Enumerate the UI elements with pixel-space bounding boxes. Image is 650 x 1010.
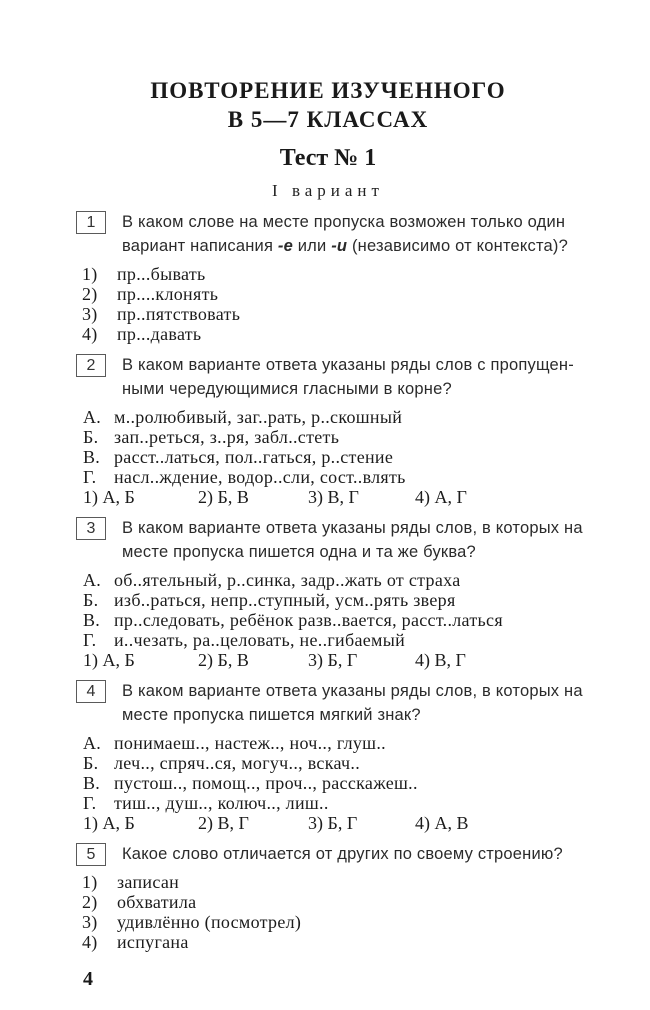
question-2-letter-options — [83, 407, 594, 487]
option-text: удивлённо (посмотрел) — [117, 912, 302, 932]
answer-cell: 2) В, Г — [198, 813, 249, 833]
question-5 — [62, 842, 594, 952]
question-2 — [62, 353, 594, 507]
question-3-answers — [83, 650, 594, 670]
letter-marker: Г. — [83, 630, 97, 650]
stem-line: месте пропуска пишется одна и та же буква? — [122, 543, 476, 561]
option-row — [82, 304, 594, 324]
test-title: Тест № 1 — [279, 145, 377, 171]
option-text: обхватила — [117, 892, 197, 912]
letter-option-row — [83, 753, 594, 773]
question-5-options — [82, 872, 594, 952]
page-title-line2: В 5—7 КЛАССАХ — [227, 107, 429, 132]
letter-option-row — [83, 407, 594, 427]
stem-line: месте пропуска пишется мягкий знак? — [122, 706, 421, 724]
letter-option-row — [83, 590, 594, 610]
letter-option-text: зап..реться, з..ря, забл..стеть — [114, 427, 340, 447]
option-text: пр...давать — [117, 324, 202, 344]
letter-option-row — [83, 773, 594, 793]
question-3-stem — [122, 516, 583, 564]
letter-marker: А. — [83, 733, 102, 753]
stem-line: В каком варианте ответа указаны ряды слов, в которых на — [122, 519, 583, 537]
question-5-head — [76, 842, 594, 866]
question-3-head — [76, 516, 594, 564]
option-marker: 1) — [82, 872, 98, 892]
page-title — [62, 76, 594, 134]
stem-part: вариант написания — [122, 237, 278, 255]
letter-option-row — [83, 570, 594, 590]
option-text: записан — [117, 872, 180, 892]
option-marker: 2) — [82, 892, 98, 912]
answer-cell: 3) Б, Г — [308, 813, 358, 833]
option-row — [82, 284, 594, 304]
option-marker: 2) — [82, 284, 98, 304]
letter-option-text: насл..ждение, водор..сли, сост..влять — [114, 467, 406, 487]
question-2-number-box: 2 — [76, 354, 106, 377]
answer-cell: 3) В, Г — [308, 487, 359, 507]
question-4-number-box: 4 — [76, 680, 106, 703]
question-1-head — [76, 210, 594, 258]
option-row — [82, 912, 594, 932]
option-row — [82, 892, 594, 912]
answer-cell: 1) А, Б — [83, 487, 135, 507]
question-2-answers — [83, 487, 594, 507]
question-1-options — [82, 264, 594, 344]
letter-marker: Б. — [83, 590, 99, 610]
letter-marker: А. — [83, 407, 102, 427]
stem-line: Какое слово отличается от других по своему строению? — [122, 845, 563, 863]
letter-option-text: изб..раться, непр..ступный, усм..рять зверя — [114, 590, 456, 610]
answer-cell: 1) А, Б — [83, 813, 135, 833]
answer-cell: 3) Б, Г — [308, 650, 358, 670]
letter-option-row — [83, 793, 594, 813]
question-1-stem — [122, 210, 568, 258]
letter-marker: В. — [83, 773, 101, 793]
letter-option-text: леч.., спряч..ся, могуч.., вскач.. — [114, 753, 361, 773]
letter-marker: В. — [83, 610, 101, 630]
letter-option-row — [83, 467, 594, 487]
question-5-stem — [122, 842, 563, 866]
letter-option-row — [83, 610, 594, 630]
option-text: пр..пятствовать — [117, 304, 241, 324]
question-4-letter-options — [83, 733, 594, 813]
question-4-stem — [122, 679, 583, 727]
answer-cell: 1) А, Б — [83, 650, 135, 670]
letter-option-text: м..ролюбивый, заг..рать, р..скошный — [114, 407, 403, 427]
question-4-answers — [83, 813, 594, 833]
letter-option-row — [83, 630, 594, 650]
question-2-head — [76, 353, 594, 401]
letter-option-text: расст..латься, пол..гаться, р..стение — [114, 447, 394, 467]
letter-option-text: понимаеш.., настеж.., ноч.., глуш.. — [114, 733, 386, 753]
letter-option-text: пустош.., помощ.., проч.., расскажеш.. — [114, 773, 418, 793]
option-marker: 3) — [82, 304, 98, 324]
question-4 — [62, 679, 594, 833]
letter-marker: В. — [83, 447, 101, 467]
option-text: пр...бывать — [117, 264, 206, 284]
stem-line: В каком варианте ответа указаны ряды слов с пропущен- — [122, 356, 574, 374]
answer-cell: 4) В, Г — [415, 650, 466, 670]
stem-part: (независимо от контекста)? — [347, 237, 568, 255]
stem-part-emphasis: -и — [331, 237, 348, 255]
stem-part: или — [292, 237, 332, 255]
stem-line: В каком слове на месте пропуска возможен только один — [122, 213, 566, 231]
option-text: испугана — [117, 932, 189, 952]
question-3-number-box: 3 — [76, 517, 106, 540]
letter-marker: Г. — [83, 467, 97, 487]
question-1-number-box: 1 — [76, 211, 106, 234]
letter-option-row — [83, 733, 594, 753]
option-row — [82, 932, 594, 952]
stem-part-emphasis: -е — [277, 237, 293, 255]
option-marker: 3) — [82, 912, 98, 932]
letter-option-text: пр..следовать, ребёнок разв..вается, расст..латься — [114, 610, 503, 630]
question-3 — [62, 516, 594, 670]
option-text: пр....клонять — [117, 284, 219, 304]
variant-label: I вариант — [272, 181, 384, 200]
question-5-number-box: 5 — [76, 843, 106, 866]
option-row — [82, 264, 594, 284]
letter-marker: Б. — [83, 427, 99, 447]
answer-cell: 4) А, Г — [415, 487, 467, 507]
answer-cell: 2) Б, В — [198, 487, 249, 507]
question-4-head — [76, 679, 594, 727]
letter-marker: А. — [83, 570, 102, 590]
letter-option-row — [83, 447, 594, 467]
letter-option-text: об..ятельный, р..синка, задр..жать от страха — [114, 570, 461, 590]
option-row — [82, 872, 594, 892]
letter-marker: Б. — [83, 753, 99, 773]
question-1 — [62, 210, 594, 344]
option-marker: 1) — [82, 264, 98, 284]
page-number: 4 — [83, 968, 93, 990]
letter-option-row — [83, 427, 594, 447]
question-3-letter-options — [83, 570, 594, 650]
page-title-line1: ПОВТОРЕНИЕ ИЗУЧЕННОГО — [150, 78, 506, 103]
letter-option-text: и..чезать, ра..целовать, не..гибаемый — [114, 630, 406, 650]
letter-marker: Г. — [83, 793, 97, 813]
question-2-stem — [122, 353, 574, 401]
stem-line: В каком варианте ответа указаны ряды слов, в которых на — [122, 682, 583, 700]
option-marker: 4) — [82, 324, 98, 344]
answer-cell: 2) Б, В — [198, 650, 249, 670]
option-marker: 4) — [82, 932, 98, 952]
letter-option-text: тиш.., душ.., колюч.., лиш.. — [114, 793, 329, 813]
stem-line — [122, 234, 568, 258]
option-row — [82, 324, 594, 344]
answer-cell: 4) А, В — [415, 813, 469, 833]
stem-line: ными чередующимися гласными в корне? — [122, 380, 452, 398]
